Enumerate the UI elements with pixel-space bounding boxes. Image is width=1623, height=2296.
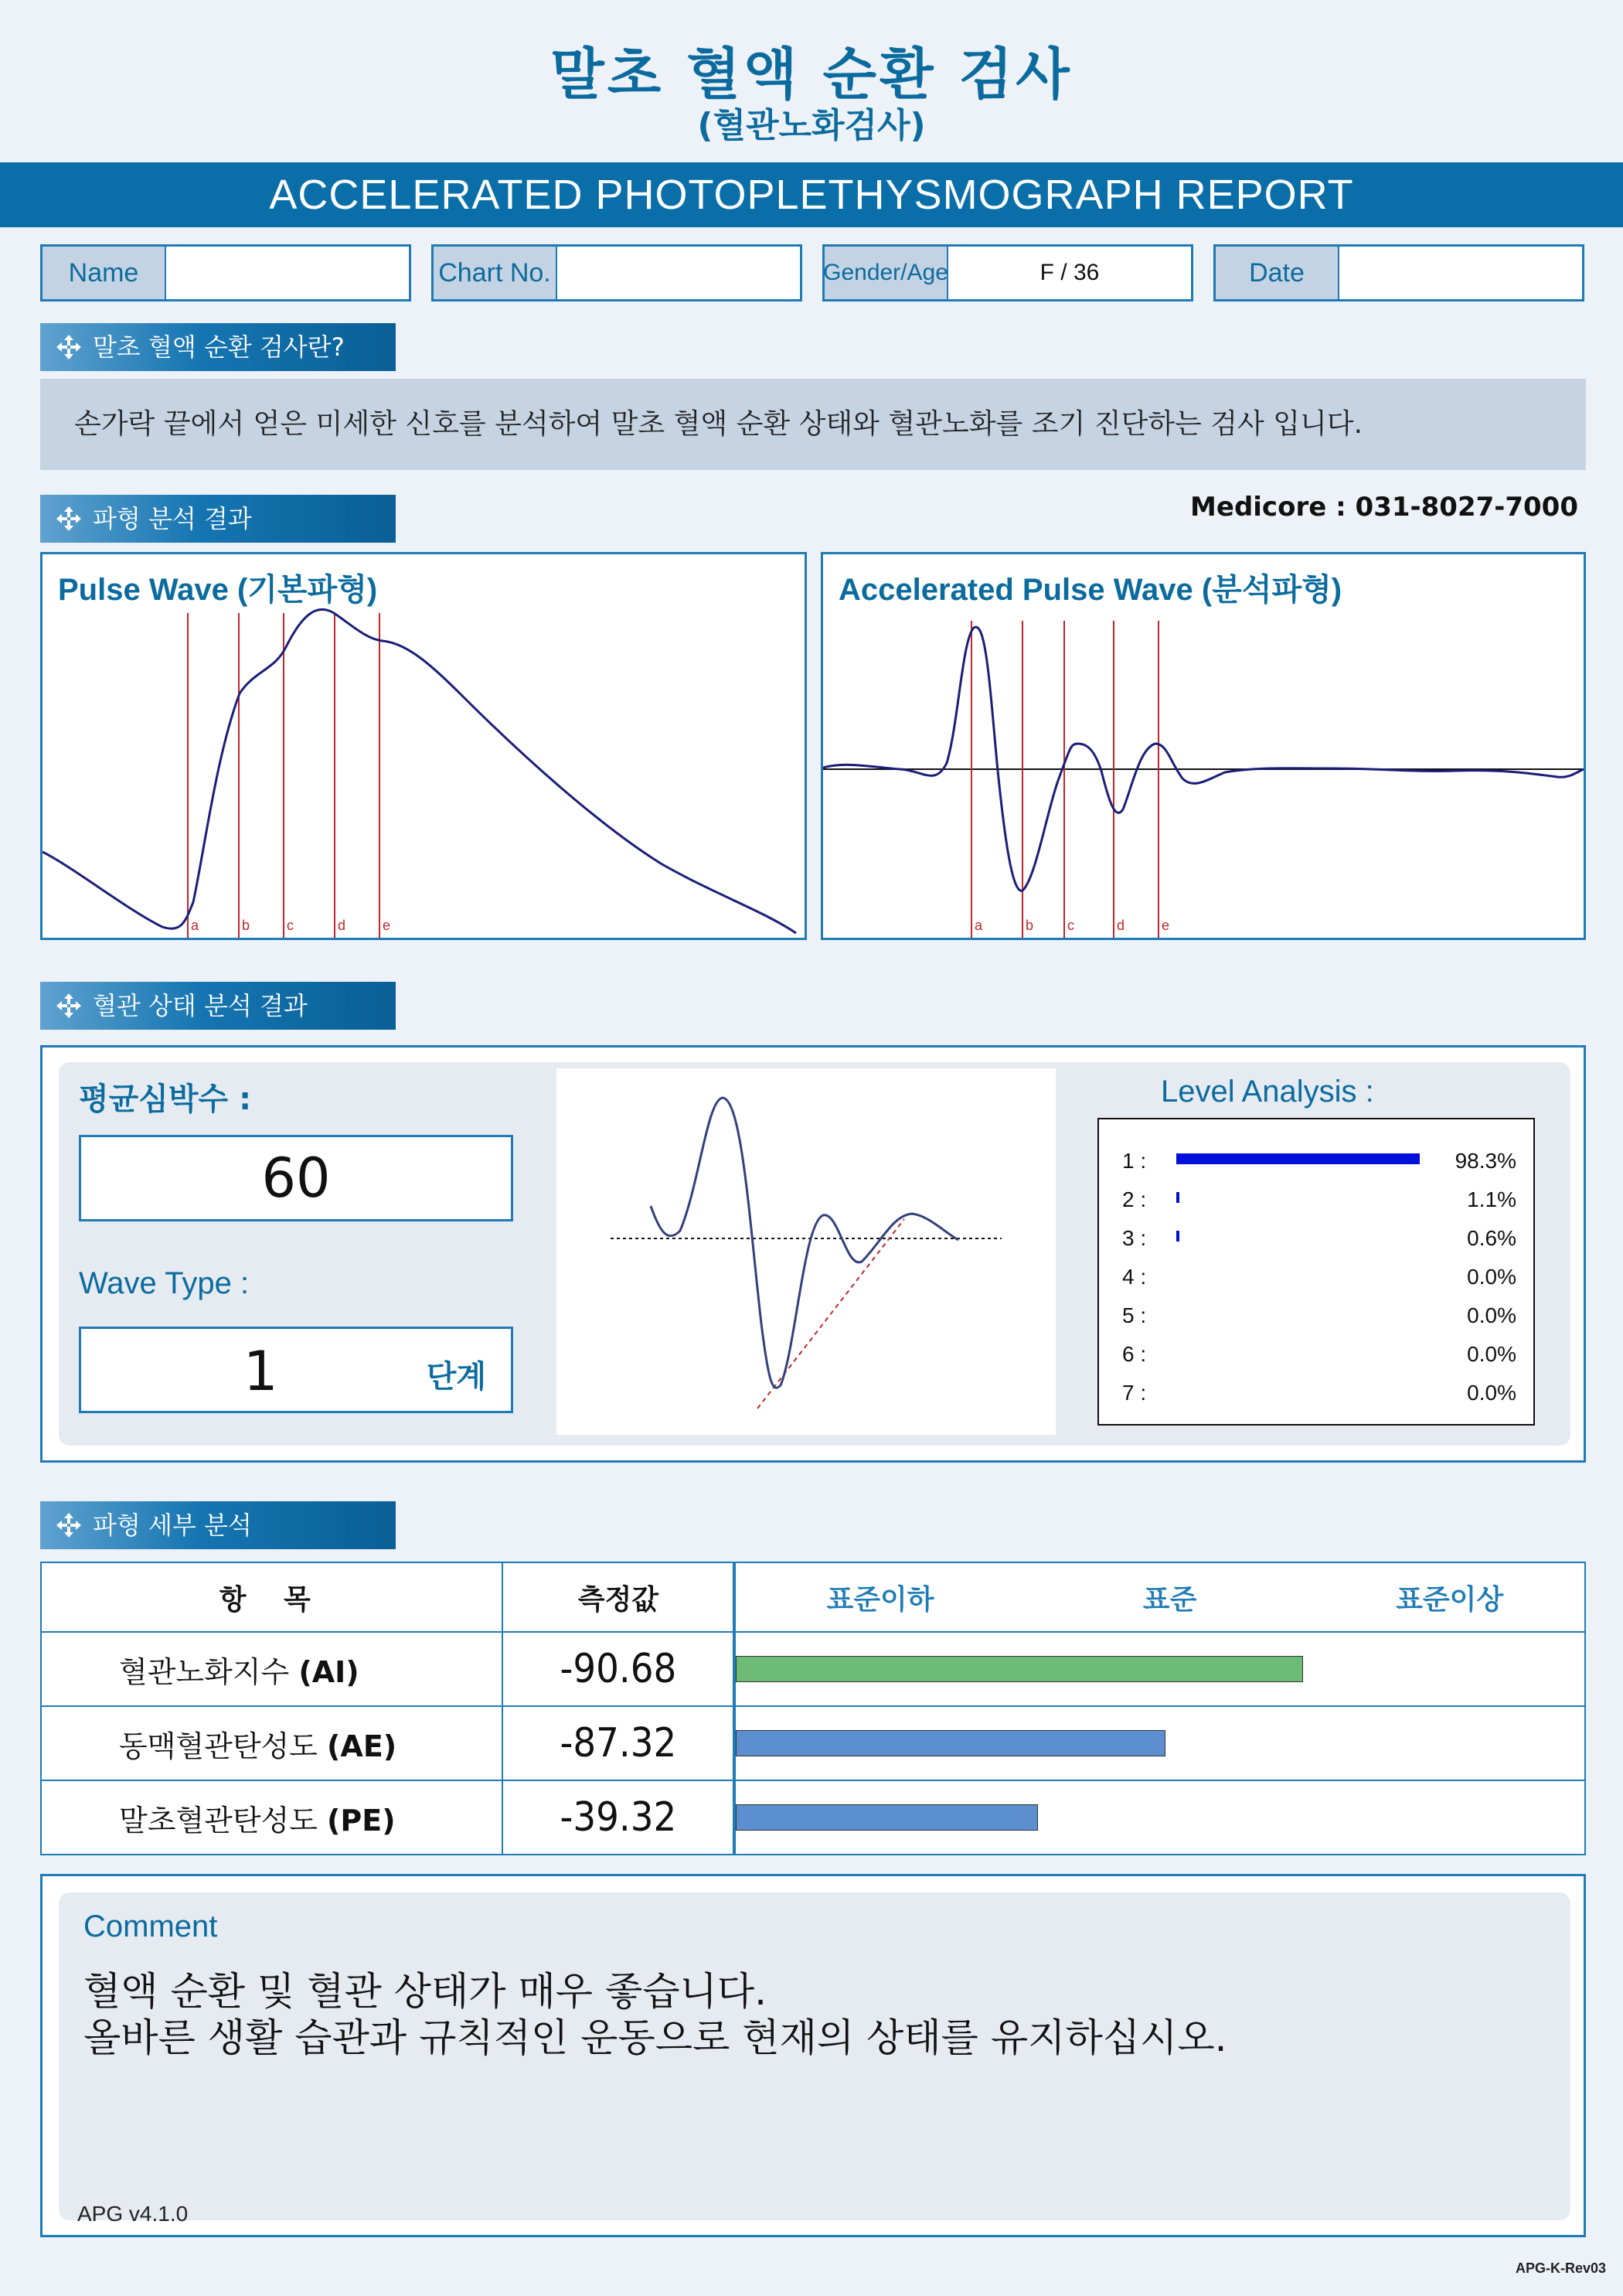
comment-label: Comment bbox=[83, 1909, 218, 1943]
col-value-header: 측정값 bbox=[502, 1562, 734, 1632]
about-description: 손가락 끝에서 얻은 미세한 신호를 분석하여 말초 혈액 순환 상태와 혈관노화를 조기 진단하는 검사 입니다. bbox=[40, 379, 1586, 470]
report-title: 말초 혈액 순환 검사 bbox=[550, 42, 1073, 107]
level-analysis-box bbox=[1097, 1118, 1535, 1426]
wave-type-value: 1 bbox=[243, 1340, 278, 1403]
marker-c-label: c bbox=[287, 918, 294, 933]
wave-type-value-box bbox=[79, 1327, 513, 1413]
section-header-wave bbox=[40, 495, 396, 543]
table-row bbox=[41, 1706, 1585, 1780]
pulse-wave-title: Pulse Wave (기본파형) bbox=[58, 573, 378, 607]
chart-no-label: Chart No. bbox=[434, 247, 557, 299]
level-row-3: 3 : 0.6% bbox=[1122, 1226, 1516, 1250]
row-value: -90.68 bbox=[502, 1632, 734, 1706]
wave-type-diagram bbox=[556, 1068, 1056, 1435]
gender-age-value[interactable]: F / 36 bbox=[1039, 260, 1100, 285]
level-bar bbox=[1176, 1153, 1420, 1164]
table-row bbox=[41, 1632, 1585, 1706]
comment-line-2: 올바른 생활 습관과 규칙적인 운동으로 현재의 상태를 유지하십시오. bbox=[83, 2015, 1227, 2060]
row-value: -87.32 bbox=[502, 1706, 734, 1780]
level-row-2: 2 : 1.1% bbox=[1122, 1187, 1516, 1211]
level-row-5: 5 : 0.0% bbox=[1122, 1303, 1516, 1327]
marker-d-label: d bbox=[1117, 918, 1125, 933]
date-value[interactable] bbox=[1339, 247, 1582, 299]
row-value: -39.32 bbox=[502, 1780, 734, 1855]
move-arrows-icon bbox=[56, 334, 82, 360]
pulse-wave-chart bbox=[43, 554, 805, 938]
marker-b-label: b bbox=[1026, 918, 1034, 933]
report-subtitle: (혈관노화검사) bbox=[697, 106, 926, 145]
name-value[interactable] bbox=[166, 247, 409, 299]
pulse-wave-panel bbox=[40, 552, 807, 940]
gender-age-field bbox=[822, 244, 1193, 301]
section-title-detail: 파형 세부 분석 bbox=[93, 1511, 252, 1540]
footer-code: APG-K-Rev03 bbox=[1515, 2260, 1606, 2276]
level-row-1: 1 : 98.3% bbox=[1122, 1149, 1516, 1173]
section-title-wave: 파형 분석 결과 bbox=[93, 504, 252, 533]
row-label: 동맥혈관탄성도 (AE) bbox=[41, 1706, 502, 1780]
row-label: 혈관노화지수 (AI) bbox=[41, 1632, 502, 1706]
move-arrows-icon bbox=[56, 506, 82, 532]
name-label: Name bbox=[43, 247, 166, 299]
col-item-header: 항 목 bbox=[41, 1562, 502, 1632]
section-header-detail bbox=[40, 1501, 396, 1549]
col-std-header: 표준 bbox=[1025, 1562, 1315, 1632]
heart-rate-value: 60 bbox=[261, 1146, 331, 1210]
heart-rate-value-box bbox=[79, 1135, 513, 1221]
section-title-vessel: 혈관 상태 분석 결과 bbox=[93, 991, 308, 1020]
pe-bar bbox=[736, 1804, 1038, 1831]
wave-type-unit: 단계 bbox=[426, 1359, 486, 1395]
marker-a-label: a bbox=[975, 918, 983, 933]
level-row-4: 4 : 0.0% bbox=[1122, 1265, 1516, 1289]
detail-table bbox=[40, 1562, 1586, 1855]
section-header-vessel bbox=[40, 982, 396, 1030]
row-bar-cell bbox=[734, 1780, 1585, 1855]
accel-wave-panel bbox=[821, 552, 1586, 940]
wave-type-label: Wave Type : bbox=[79, 1266, 250, 1300]
marker-c-label: c bbox=[1067, 918, 1074, 933]
marker-a-label: a bbox=[191, 918, 199, 933]
row-bar-cell bbox=[734, 1632, 1585, 1706]
accel-wave-chart bbox=[823, 554, 1584, 938]
level-bar bbox=[1176, 1192, 1179, 1203]
col-high-header: 표준이상 bbox=[1315, 1562, 1585, 1632]
heart-rate-label: 평균심박수 : bbox=[79, 1082, 252, 1117]
ai-bar bbox=[736, 1656, 1303, 1682]
section-header-about bbox=[40, 323, 396, 371]
row-label: 말초혈관탄성도 (PE) bbox=[41, 1780, 502, 1855]
report-banner: ACCELERATED PHOTOPLETHYSMOGRAPH REPORT bbox=[0, 162, 1623, 227]
version-label: APG v4.1.0 bbox=[77, 2202, 189, 2226]
chart-no-field bbox=[431, 244, 802, 301]
detail-header-row bbox=[41, 1562, 1585, 1632]
level-row-6: 6 : 0.0% bbox=[1122, 1342, 1516, 1366]
date-label: Date bbox=[1216, 247, 1339, 299]
comment-line-1: 혈액 순환 및 혈관 상태가 매우 좋습니다. bbox=[83, 1969, 767, 2014]
ae-bar bbox=[736, 1730, 1165, 1756]
col-low-header: 표준이하 bbox=[734, 1562, 1025, 1632]
move-arrows-icon bbox=[56, 1512, 82, 1538]
section-title-about: 말초 혈액 순환 검사란? bbox=[93, 332, 345, 362]
marker-d-label: d bbox=[338, 918, 346, 933]
level-analysis-title: Level Analysis : bbox=[1161, 1075, 1374, 1109]
marker-e-label: e bbox=[383, 918, 391, 933]
level-bar bbox=[1176, 1231, 1179, 1242]
contact-info: Medicore : 031-8027-7000 bbox=[1190, 492, 1578, 523]
gender-age-label: Gender/Age bbox=[825, 247, 948, 299]
marker-e-label: e bbox=[1162, 918, 1170, 933]
accel-wave-title: Accelerated Pulse Wave (분석파형) bbox=[839, 573, 1342, 607]
wave-type-curve bbox=[556, 1068, 1056, 1435]
chart-no-value[interactable] bbox=[557, 247, 800, 299]
marker-b-label: b bbox=[242, 918, 250, 933]
move-arrows-icon bbox=[56, 993, 82, 1019]
level-row-7: 7 : 0.0% bbox=[1122, 1381, 1516, 1405]
table-row bbox=[41, 1780, 1585, 1855]
row-bar-cell bbox=[734, 1706, 1585, 1780]
date-field bbox=[1213, 244, 1584, 301]
name-field bbox=[40, 244, 411, 301]
